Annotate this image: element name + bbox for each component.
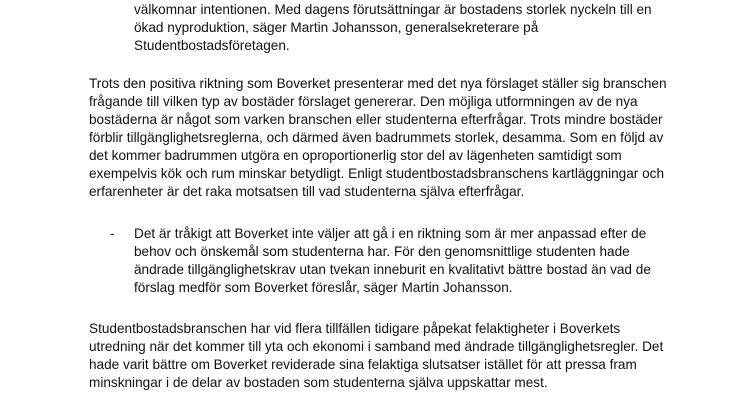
text-line: bostäderna är något som varken branschen eller studenterna efterfrågar. Trots mindre bostäder xyxy=(89,112,663,127)
text-line: välkomnar intentionen. Med dagens förutsättningar är bostadens storlek nyckeln till en xyxy=(134,2,652,17)
text-line: förslag medför som Boverket föreslår, säger Martin Johansson. xyxy=(134,280,513,295)
text-line: utredning när det kommer till yta och ekonomi i samband med ändrade tillgänglighetsregler. Det xyxy=(89,339,664,354)
text-line: exempelvis kök och rum minskar betydligt. Enligt studentbostadsbranschens kartläggningar och xyxy=(89,166,665,181)
text-line: det kommer badrummen utgöra en oproportionerlig stor del av lägenheten samtidigt som xyxy=(89,148,622,163)
text-line: erfarenheter är det raka motsatsen till vad studenterna själva efterfrågar. xyxy=(89,184,525,199)
text-line: Studentbostadsföretagen. xyxy=(134,38,290,53)
text-line: Det är tråkigt att Boverket inte väljer att gå i en riktning som är mer anpassad efter de xyxy=(134,226,647,241)
text-line: förblir tillgänglighetsreglerna, och därmed även badrummets storlek, desamma. Som en följd av xyxy=(89,130,664,145)
text-line: ökad nyproduktion, säger Martin Johansson, generalsekreterare på xyxy=(134,20,539,35)
text-line: ändrade tillgänglighetskrav utan tvekan inneburit en kvalitativt bättre bostad än vad de xyxy=(134,262,651,277)
quote-dash: - xyxy=(110,226,115,241)
text-line: Studentbostadsbranschen har vid flera tillfällen tidigare påpekat felaktigheter i Boverkets xyxy=(89,321,621,336)
text-line: Trots den positiva riktning som Boverket presenterar med det nya förslaget ställer sig branschen xyxy=(89,76,667,91)
text-line: hade varit bättre om Boverket reviderade sina felaktiga slutsatser istället för att pressa fram xyxy=(89,357,637,372)
text-line: behov och önskemål som studenterna har. För den genomsnittlige studenten hade xyxy=(134,244,630,259)
text-line: minskningar i de delar av bostaden som studenterna själva uppskattar mest. xyxy=(89,375,548,390)
text-line: frågande till vilken typ av bostäder förslaget genererar. Den möjliga utformningen av de nya xyxy=(89,94,638,109)
